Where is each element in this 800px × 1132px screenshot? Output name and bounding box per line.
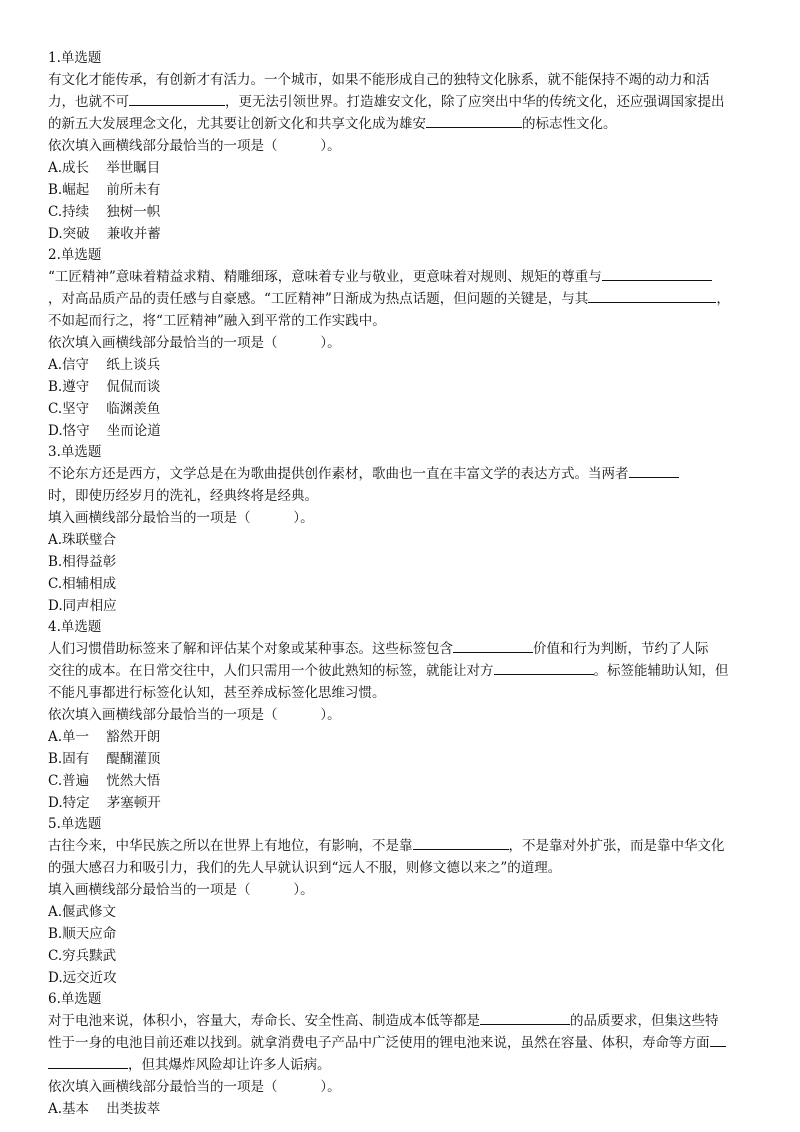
option-b[interactable]: B.遵守 侃侃而谈	[48, 379, 161, 395]
question-title: 4.单选题	[48, 619, 102, 635]
option-c[interactable]: C.普遍 恍然大悟	[48, 773, 161, 789]
stem-text: 人们习惯借助标签来了解和评估某个对象或某种事态。这些标签包含	[48, 641, 453, 657]
stem-text: 的品质要求，但集这些特	[570, 1013, 719, 1029]
question-stem	[48, 835, 764, 879]
question-4	[48, 617, 764, 814]
stem-line: 时，即使历经岁月的洗礼，经典终将是经典。	[48, 488, 318, 504]
question-2	[48, 245, 764, 442]
stem-text: 对于电池来说，体积小，容量大，寿命长、安全性高、制造成本低等都是	[48, 1013, 480, 1029]
stem-text: ，更无法引领世界。打造雄安文化，除了应突出中华的传统文化，还应强调国家提出	[225, 94, 725, 110]
question-title: 3.单选题	[48, 444, 102, 460]
question-prompt: 填入画横线部分最恰当的一项是（ ）。	[48, 510, 314, 526]
answer-blank	[480, 1010, 570, 1025]
option-d[interactable]: D.恪守 坐而论道	[48, 423, 161, 439]
stem-line	[48, 91, 764, 113]
stem-text: ，	[716, 291, 730, 307]
question-stem	[48, 1010, 764, 1076]
option-a[interactable]: A.基本 出类拔萃	[48, 1101, 161, 1117]
answer-blank	[426, 113, 522, 128]
stem-text: 不论东方还是西方，文学总是在为歌曲提供创作素材，歌曲也一直在丰富文学的表达方式。当两者	[48, 466, 629, 482]
stem-text: ，不是靠对外扩张，而是靠中华文化	[508, 838, 725, 854]
stem-text: 性于一身的电池目前还难以找到。就拿消费电子产品中广泛使用的锂电池来说，虽然在容量、体积，寿命等方面	[48, 1035, 710, 1051]
answer-blank	[588, 288, 716, 303]
question-stem	[48, 463, 764, 507]
option-a[interactable]: A.单一 豁然开朗	[48, 729, 161, 745]
answer-blank	[494, 660, 594, 675]
stem-line	[48, 288, 764, 310]
stem-line	[48, 660, 764, 682]
option-b[interactable]: B.崛起 前所未有	[48, 182, 161, 198]
option-d[interactable]: D.突破 兼收并蓄	[48, 226, 161, 242]
option-d[interactable]: D.特定 茅塞顿开	[48, 795, 161, 811]
answer-blank	[413, 835, 509, 850]
question-prompt: 填入画横线部分最恰当的一项是（ ）。	[48, 882, 314, 898]
stem-line	[48, 638, 764, 660]
answer-blank	[453, 638, 533, 653]
stem-line: 的强大感召力和吸引力，我们的先人早就认识到“远人不服，则修文德以来之”的道理。	[48, 860, 562, 876]
stem-line: 不如起而行之，将“工匠精神”融入到平常的工作实践中。	[48, 313, 386, 329]
question-prompt: 依次填入画横线部分最恰当的一项是（ ）。	[48, 707, 341, 723]
question-title: 5.单选题	[48, 816, 102, 832]
stem-text: 古往今来，中华民族之所以在世界上有地位，有影响，不是靠	[48, 838, 413, 854]
option-b[interactable]: B.固有 醍醐灌顶	[48, 751, 161, 767]
stem-line	[48, 113, 764, 135]
question-6	[48, 989, 764, 1120]
stem-line: 有文化才能传承，有创新才有活力。一个城市，如果不能形成自己的独特文化脉系，就不能保持不竭的动力和活	[48, 72, 710, 88]
stem-line	[48, 266, 764, 288]
stem-text: “工匠精神”意味着精益求精、精雕细琢，意味着专业与敬业，更意味着对规则、规矩的尊重与	[48, 269, 602, 285]
option-b[interactable]: B.顺天应命	[48, 926, 117, 942]
stem-text: 。标签能辅助认知，但	[593, 663, 729, 679]
answer-blank	[710, 1032, 726, 1047]
stem-text: 的标志性文化。	[522, 116, 617, 132]
option-c[interactable]: C.坚守 临渊羡鱼	[48, 401, 161, 417]
question-stem	[48, 638, 764, 704]
option-d[interactable]: D.同声相应	[48, 598, 117, 614]
stem-text: ，对高品质产品的责任感与自豪感。“工匠精神”日渐成为热点话题，但问题的关键是，与其	[48, 291, 589, 307]
option-b[interactable]: B.相得益彰	[48, 554, 117, 570]
question-title: 1.单选题	[48, 50, 102, 66]
question-1	[48, 48, 764, 245]
stem-line: 不能凡事都进行标签化认知，甚至养成标签化思维习惯。	[48, 685, 386, 701]
question-prompt: 依次填入画横线部分最恰当的一项是（ ）。	[48, 138, 341, 154]
stem-line	[48, 1010, 764, 1032]
stem-line	[48, 1032, 764, 1054]
stem-text: ，但其爆炸风险却让许多人诟病。	[128, 1057, 331, 1073]
question-3	[48, 442, 764, 617]
question-stem	[48, 266, 764, 332]
stem-line	[48, 1054, 764, 1076]
option-c[interactable]: C.穷兵黩武	[48, 948, 117, 964]
question-stem	[48, 69, 764, 135]
stem-text: 价值和行为判断，节约了人际	[533, 641, 709, 657]
stem-text: 力，也就不可	[48, 94, 129, 110]
question-5	[48, 814, 764, 989]
answer-blank	[602, 266, 712, 281]
answer-blank	[48, 1054, 128, 1069]
option-d[interactable]: D.远交近攻	[48, 970, 117, 986]
question-title: 2.单选题	[48, 247, 102, 263]
answer-blank	[129, 91, 225, 106]
stem-line	[48, 463, 764, 485]
answer-blank	[629, 463, 679, 478]
stem-text: 交往的成本。在日常交往中，人们只需用一个彼此熟知的标签，就能让对方	[48, 663, 494, 679]
stem-line	[48, 835, 764, 857]
stem-text: 的新五大发展理念文化，尤其要让创新文化和共享文化成为雄安	[48, 116, 426, 132]
option-a[interactable]: A.成长 举世瞩目	[48, 160, 161, 176]
option-a[interactable]: A.信守 纸上谈兵	[48, 357, 161, 373]
option-a[interactable]: A.偃武修文	[48, 904, 117, 920]
option-c[interactable]: C.持续 独树一帜	[48, 204, 161, 220]
question-prompt: 依次填入画横线部分最恰当的一项是（ ）。	[48, 1079, 341, 1095]
option-c[interactable]: C.相辅相成	[48, 576, 117, 592]
question-title: 6.单选题	[48, 991, 102, 1007]
option-a[interactable]: A.珠联璧合	[48, 532, 117, 548]
question-prompt: 依次填入画横线部分最恰当的一项是（ ）。	[48, 335, 341, 351]
